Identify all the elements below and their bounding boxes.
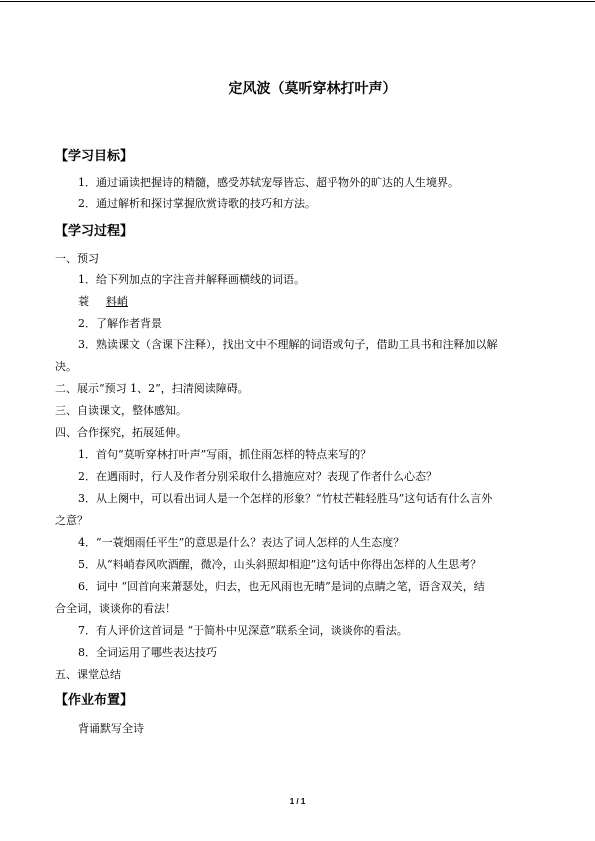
- question-7: 7．有人评价这首词是 “于简朴中见深意”联系全词，谈谈你的看法。: [78, 624, 408, 637]
- question-3a: 3．从上阕中，可以看出词人是一个怎样的形象？“竹杖芒鞋轻胜马”这句话有什么言外: [78, 492, 493, 505]
- part-5: 五、课堂总结: [55, 668, 121, 681]
- preview-3b: 决。: [55, 360, 77, 373]
- question-4: 4．“一蓑烟雨任平生”的意思是什么？表达了词人怎样的人生态度？: [78, 536, 405, 549]
- preview-3a: 3．熟读课文（含课下注释），找出文中不理解的词语或句子，借助工具书和注释加以解: [78, 338, 498, 351]
- vocab-line: [78, 295, 128, 309]
- page-title: 定风波（莫听穿林打叶声）: [228, 81, 397, 97]
- top-rule: [0, 1, 595, 2]
- question-8: 8．全词运用了哪些表达技巧: [78, 646, 217, 659]
- question-5: 5．从“料峭春风吹酒醒，微冷，山头斜照却相迎”这句话中你得出怎样的人生思考？: [78, 558, 482, 571]
- homework-text: 背诵默写全诗: [78, 722, 144, 735]
- objective-1: 1．通过诵读把握诗的精髓，感受苏轼宠辱皆忘、超乎物外的旷达的人生境界。: [78, 176, 459, 189]
- question-6a: 6．词中 “回首向来萧瑟处，归去，也无风雨也无晴”是词的点睛之笔，语含双关，结: [78, 580, 485, 593]
- vocab-word-1: 蓑: [78, 295, 89, 308]
- question-6b: 合全词，谈谈你的看法！: [55, 602, 176, 615]
- objectives-heading: 【学习目标】: [55, 149, 134, 164]
- preview-2: 2．了解作者背景: [78, 317, 162, 330]
- part-1: 一、预习: [55, 252, 99, 265]
- preview-1: 1．给下列加点的字注音并解释画横线的词语。: [78, 273, 305, 286]
- page-number: 1 / 1: [289, 797, 306, 806]
- part-3: 三、自读课文，整体感知。: [55, 404, 187, 417]
- part-2: 二、展示“预习 1、2”，扫清阅读障碍。: [55, 382, 249, 395]
- question-1: 1．首句“莫听穿林打叶声”写雨，抓住雨怎样的特点来写的？: [78, 448, 372, 461]
- process-heading: 【学习过程】: [55, 224, 134, 239]
- question-3b: 之意？: [55, 514, 88, 527]
- objective-2: 2．通过解析和探讨掌握欣赏诗歌的技巧和方法。: [78, 197, 316, 210]
- part-4: 四、合作探究，拓展延伸。: [55, 426, 187, 439]
- vocab-word-2: 料峭: [106, 295, 128, 308]
- homework-heading: 【作业布置】: [55, 693, 134, 708]
- question-2: 2．在遇雨时，行人及作者分别采取什么措施应对？表现了作者什么心态？: [78, 470, 437, 483]
